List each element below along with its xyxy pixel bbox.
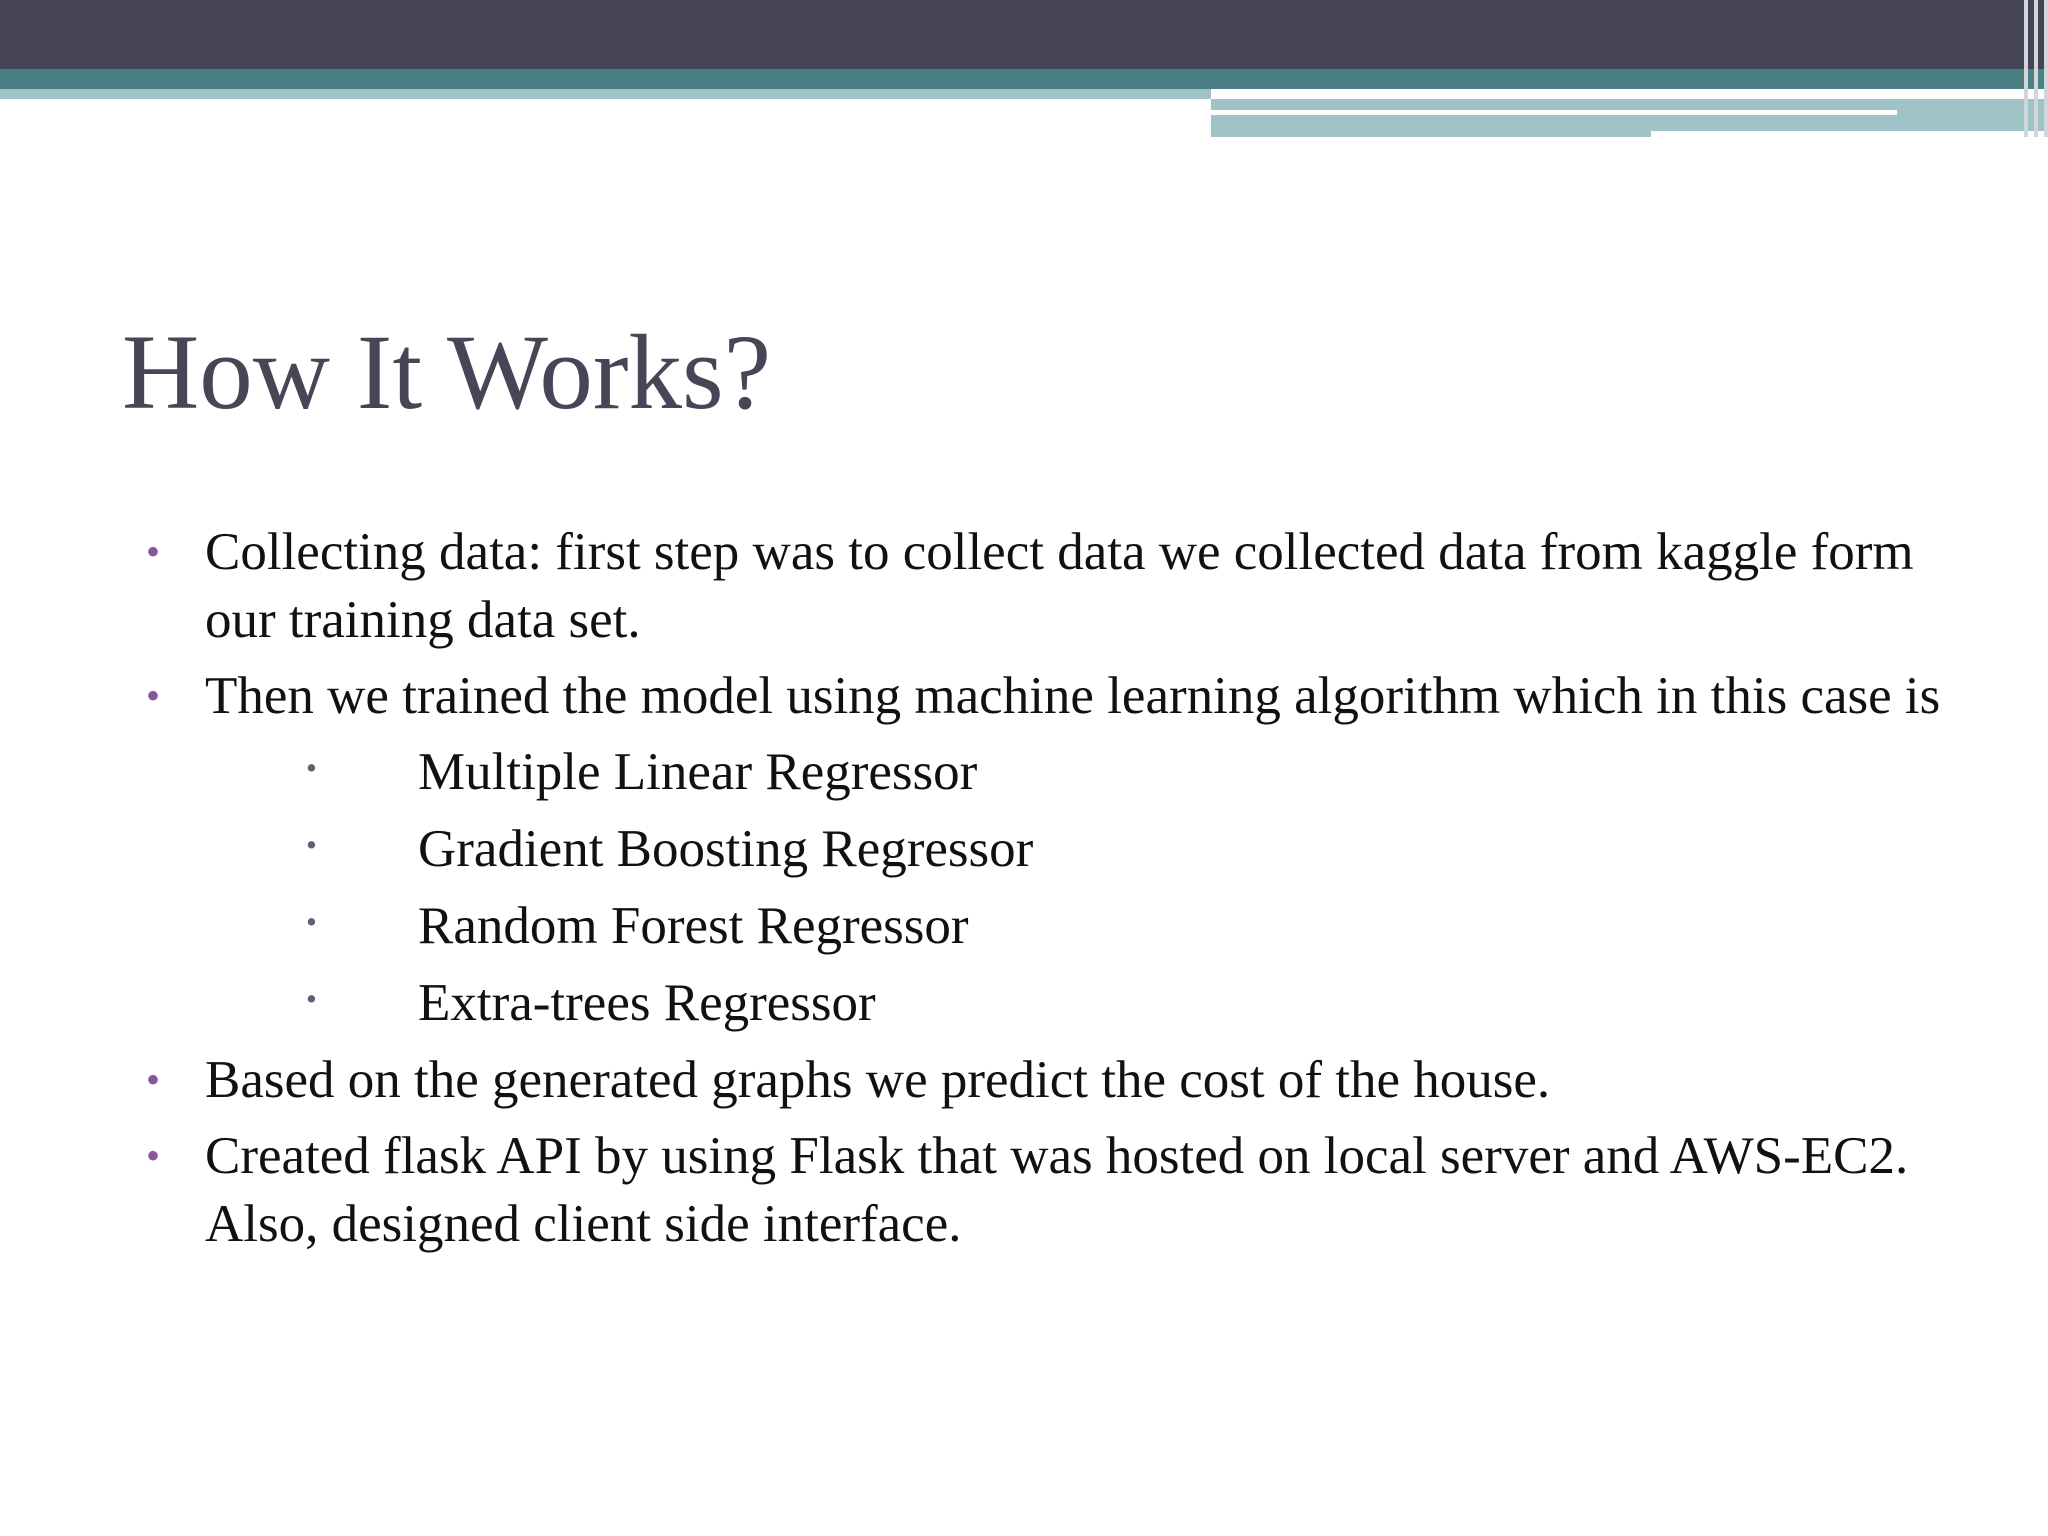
edge-stripe — [2034, 0, 2038, 137]
bullet-item — [0, 1122, 1950, 1258]
sub-bullet-marker: • — [306, 750, 317, 785]
header-teal-band — [0, 69, 2048, 89]
edge-stripe — [2024, 0, 2028, 137]
header-edge-stripes — [1992, 0, 2048, 137]
bullet-marker: • — [146, 529, 161, 574]
header-white-line — [1651, 131, 2048, 137]
sub-bullet-text: Extra-trees Regressor — [418, 974, 876, 1032]
sub-bullet-marker: • — [306, 827, 317, 862]
slide-title: How It Works? — [122, 314, 772, 432]
header-light-band-left — [0, 89, 1211, 99]
sub-bullet-item — [0, 815, 2048, 883]
bullet-text: Collecting data: first step was to collect data we collected data from kaggle form our training data set. — [205, 523, 1914, 649]
bullet-marker: • — [146, 673, 161, 718]
edge-stripe — [2044, 0, 2048, 137]
sub-bullet-item — [0, 892, 2048, 960]
bullet-marker: • — [146, 1057, 161, 1102]
bullet-text: Then we trained the model using machine learning algorithm which in this case is — [205, 667, 1941, 725]
sub-bullet-marker: • — [306, 981, 317, 1016]
header-dark-band — [0, 0, 2048, 69]
sub-bullet-marker: • — [306, 904, 317, 939]
sub-bullet-text: Gradient Boosting Regressor — [418, 820, 1034, 878]
bullet-item — [0, 518, 1950, 654]
sub-bullet-item — [0, 738, 2048, 806]
sub-bullet-text: Random Forest Regressor — [418, 897, 969, 955]
bullet-text: Created flask API by using Flask that was hosted on local server and AWS-EC2. Also, designed client side interface. — [205, 1127, 1909, 1253]
sub-bullet-text: Multiple Linear Regressor — [418, 743, 978, 801]
sub-bullet-item — [0, 969, 2048, 1037]
header-white-line — [1211, 110, 1897, 115]
bullet-text: Based on the generated graphs we predict the cost of the house. — [205, 1051, 1551, 1109]
bullet-item — [0, 662, 1950, 730]
bullet-marker: • — [146, 1133, 161, 1178]
bullet-list — [0, 518, 2048, 1266]
bullet-item — [0, 1046, 1950, 1114]
